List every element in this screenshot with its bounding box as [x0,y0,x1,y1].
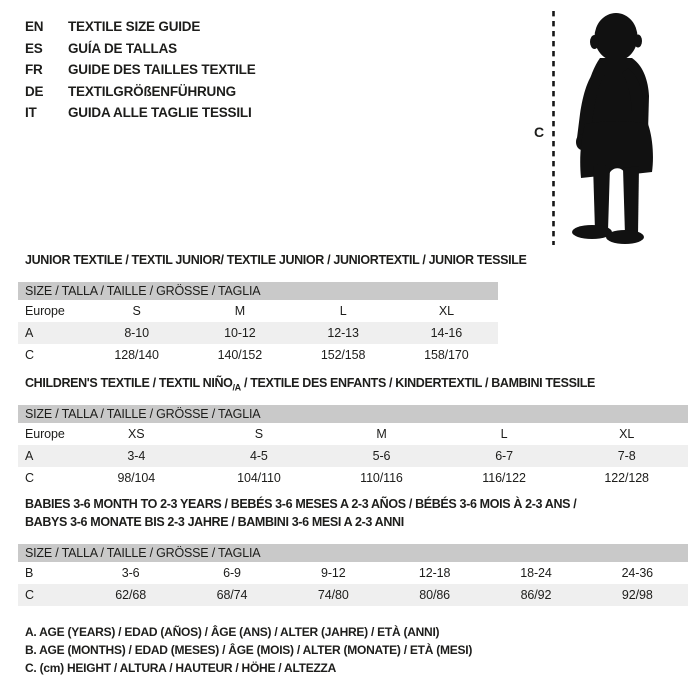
language-list [25,16,256,124]
size-cell: 8-10 [124,326,149,340]
size-cell: 6-9 [223,566,241,580]
height-measure-line-icon [551,11,556,245]
toddler-silhouette-icon [562,8,665,247]
table-row [18,445,688,467]
language-row [25,81,256,103]
babies-table-title [25,495,576,531]
language-title: TEXTILE SIZE GUIDE [68,19,201,35]
size-cell: M [234,304,246,318]
size-cell: 104/110 [237,471,281,485]
row-label: C [25,588,34,602]
language-row [25,38,256,60]
children-size-table [18,405,688,489]
table-row [18,562,688,584]
size-cell: 12-18 [418,566,451,580]
size-cell: 3-4 [127,449,146,463]
size-cell: 6-7 [495,449,513,463]
height-measure-label: C [534,124,545,140]
footnote-b: B. AGE (MONTHS) / EDAD (MESES) / ÂGE (MOIS) / ALTER (MONATE) / ETÀ (MESI) [25,643,473,657]
size-cell: S [254,427,264,441]
row-label: C [25,471,34,485]
footnote-a: A. AGE (YEARS) / EDAD (AÑOS) / ÂGE (ANS) / ALTER (JAHRE) / ETÀ (ANNI) [25,625,440,639]
language-title: GUIDE DES TAILLES TEXTILE [68,62,256,78]
language-title: GUÍA DE TALLAS [68,40,177,56]
babies-title-line: BABIES 3-6 MONTH TO 2-3 YEARS / BEBÉS 3-6 MESES A 2-3 AÑOS / BÉBÉS 3-6 MOIS À 2-3 ANS / [25,497,577,511]
language-code: EN [25,19,44,35]
size-cell: 18-24 [520,566,552,580]
children-title-subscript: /A [232,382,241,393]
table-row [18,300,498,322]
table-row [18,467,688,489]
language-title: GUIDA ALLE TAGLIE TESSILI [68,105,252,121]
table-header: SIZE / TALLA / TAILLE / GRÖSSE / TAGLIA [18,405,688,423]
size-cell: 9-12 [321,566,346,580]
size-cell: 68/74 [216,588,248,602]
table-row [18,322,498,344]
size-cell: 80/86 [419,588,451,602]
size-cell: 92/98 [621,588,653,602]
size-cell: 116/122 [482,471,526,485]
size-cell: 110/116 [360,471,403,485]
size-cell: 3-6 [121,566,140,580]
babies-size-table [18,544,688,606]
row-label: A [25,326,34,340]
junior-table-title: JUNIOR TEXTILE / TEXTIL JUNIOR/ TEXTILE JUNIOR / JUNIORTEXTIL / JUNIOR TESSILE [25,253,527,267]
size-cell: 4-5 [250,449,268,463]
junior-size-table [18,282,498,366]
footnotes [25,625,472,679]
size-cell: XS [128,427,145,441]
table-header: SIZE / TALLA / TAILLE / GRÖSSE / TAGLIA [18,544,688,562]
children-table-title [25,376,595,393]
size-cell: 12-13 [327,326,359,340]
size-cell: 24-36 [621,566,654,580]
table-row [18,344,498,366]
language-title: TEXTILGRÖßENFÜHRUNG [68,83,236,99]
language-row [25,59,256,81]
children-title-text: CHILDREN'S TEXTILE / TEXTIL NIÑO [25,376,233,390]
language-row [25,16,256,38]
size-cell: 152/158 [320,348,366,362]
size-cell: 10-12 [224,326,256,340]
language-code: IT [25,105,37,121]
children-title-text: / TEXTILE DES ENFANTS / KINDERTEXTIL / BAMBINI TESSILE [240,376,596,390]
language-row [25,102,256,124]
row-label: B [25,566,34,580]
size-cell: XL [619,427,635,441]
size-cell: 122/128 [604,471,649,485]
table-row [18,584,688,606]
size-cell: 128/140 [114,348,159,362]
size-cell: M [376,427,387,441]
row-label: Europe [25,304,65,318]
language-code: FR [25,62,43,78]
size-cell: L [339,304,347,318]
size-cell: 14-16 [430,326,463,340]
row-label: C [25,348,34,362]
size-cell: XL [438,304,454,318]
language-code: DE [25,83,44,99]
size-cell: 74/80 [317,588,349,602]
row-label: A [25,449,34,463]
size-cell: 5-6 [372,449,391,463]
size-cell: 140/152 [217,348,263,362]
size-cell: 62/68 [115,588,147,602]
footnote-c: C. (cm) HEIGHT / ALTURA / HAUTEUR / HÖHE / ALTEZZA [25,661,337,675]
size-cell: 98/104 [117,471,156,485]
babies-title-line: BABYS 3-6 MONATE BIS 2-3 JAHRE / BAMBINI 3-6 MESI A 2-3 ANNI [25,515,404,529]
size-cell: S [132,304,141,318]
table-row [18,423,688,445]
size-cell: 7-8 [617,449,636,463]
row-label: Europe [25,427,65,441]
size-cell: 86/92 [520,588,552,602]
language-code: ES [25,40,43,56]
table-header: SIZE / TALLA / TAILLE / GRÖSSE / TAGLIA [18,282,498,300]
size-cell: L [500,427,508,441]
size-cell: 158/170 [424,348,469,362]
